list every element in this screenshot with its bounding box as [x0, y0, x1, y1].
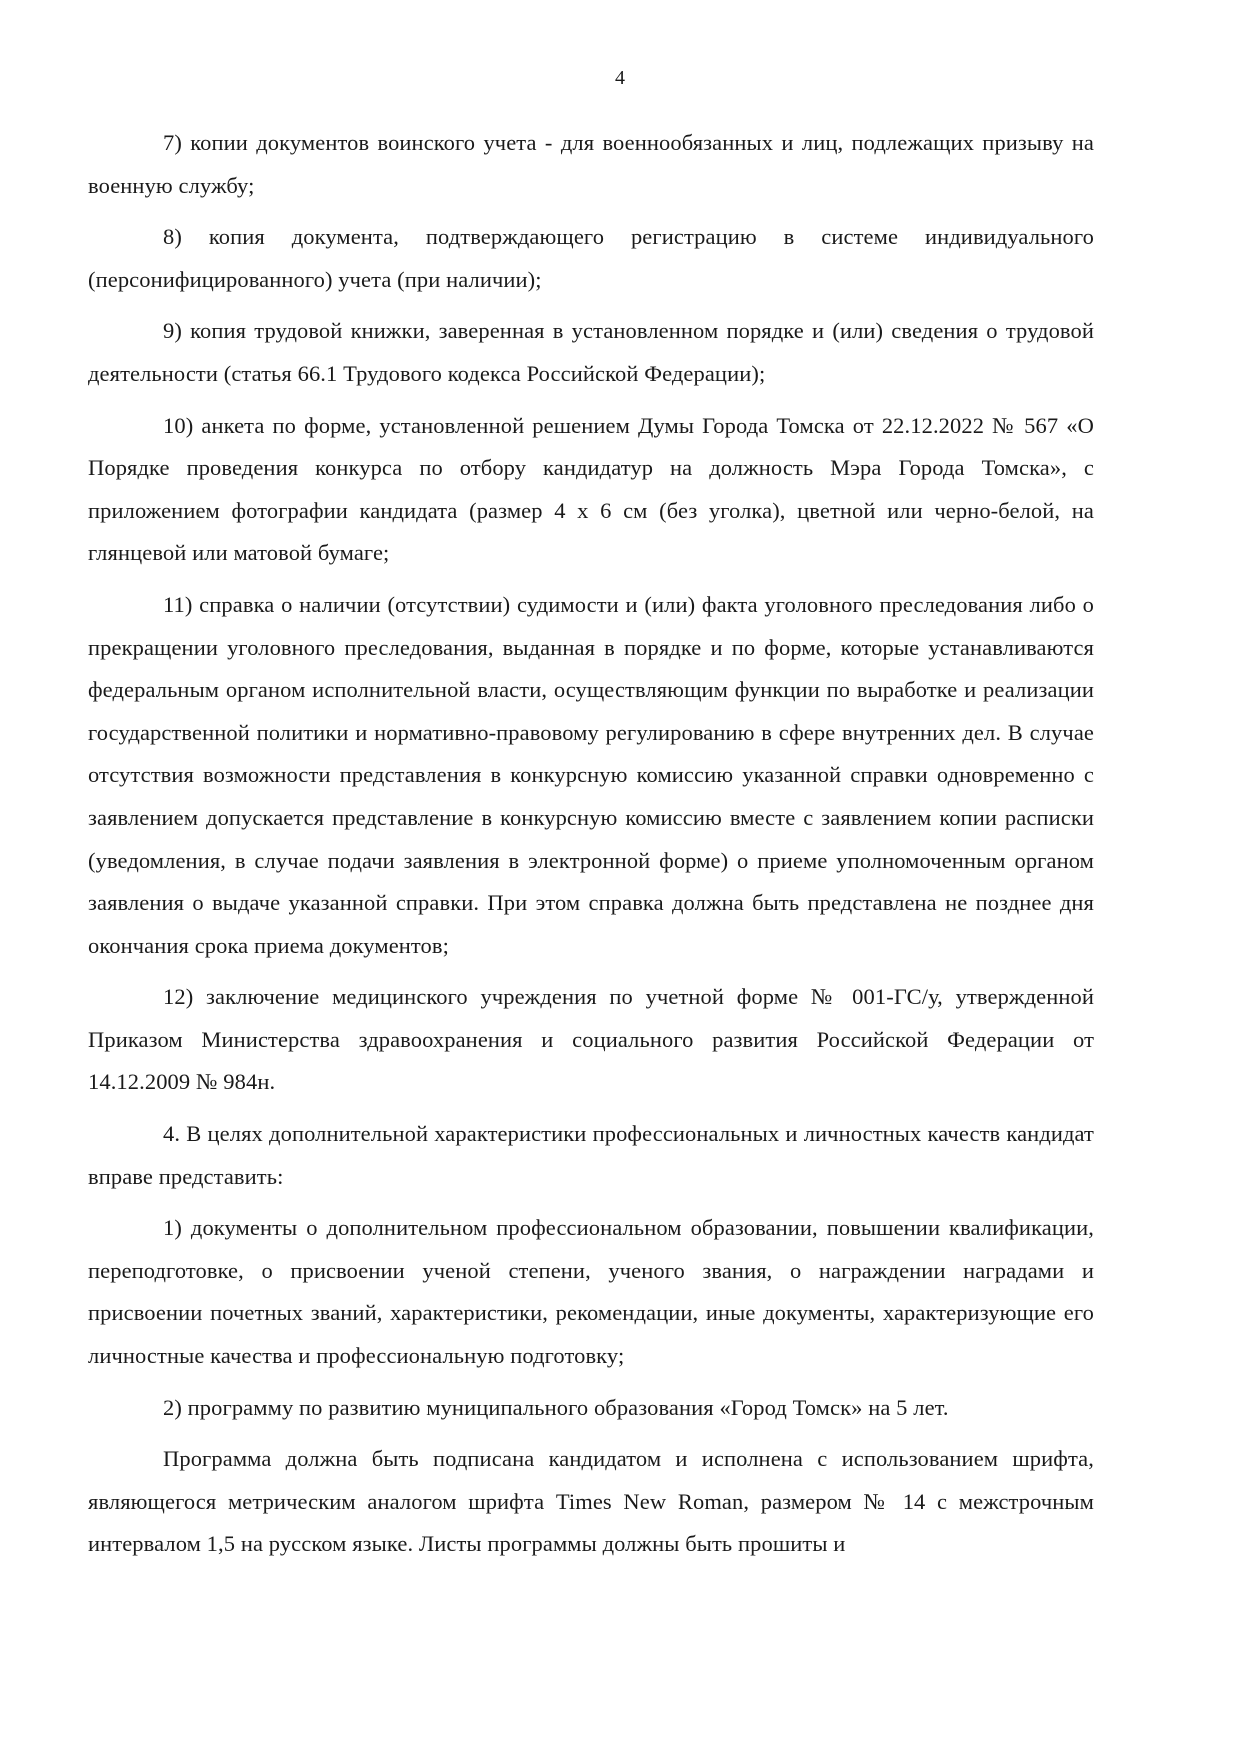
list-item-11: 11) справка о наличии (отсутствии) судимости и (или) факта уголовного преследования либо о прекращении уголовного преследования, выданная в порядке и по форме, которые устанавливаются федеральным органом исполнительной власти, осуществляющим функции по выработке и реализации государственной политики и нормативно-правовому регулированию в сфере внутренних дел. В случае отсутствия возможности представления в конкурсную комиссию указанной справки одновременно с заявлением допускается представление в конкурсную комиссию вместе с заявлением копии расписки (уведомления, в случае подачи заявления в электронной форме) о приеме уполномоченным органом заявления о выдаче указанной справки. При этом справка должна быть представлена не позднее дня окончания срока приема документов;: [88, 591, 1094, 958]
list-item-9: 9) копия трудовой книжки, заверенная в установленном порядке и (или) сведения о трудовой деятельности (статья 66.1 Трудового кодекса Российской Федерации);: [88, 318, 1094, 386]
list-item-8: 8) копия документа, подтверждающего регистрацию в системе индивидуального (персонифицированного) учета (при наличии);: [88, 224, 1094, 292]
section-4-intro: 4. В целях дополнительной характеристики профессиональных и личностных качеств кандидат вправе представить:: [88, 1121, 1094, 1189]
list-item-7: 7) копии документов воинского учета - для военнообязанных и лиц, подлежащих призыву на военную службу;: [88, 130, 1094, 198]
page-number: 4: [615, 67, 625, 89]
optional-item-2: 2) программу по развитию муниципального образования «Город Томск» на 5 лет.: [163, 1394, 949, 1420]
document-body: [88, 122, 1094, 1575]
list-item-10: 10) анкета по форме, установленной решением Думы Города Томска от 22.12.2022 № 567 «О Порядке проведения конкурса по отбору кандидатур на должность Мэра Города Томска», с приложением фотографии кандидата (размер 4 х 6 см (без уголка), цветной или черно-белой, на глянцевой или матовой бумаге;: [88, 412, 1094, 566]
program-requirements: Программа должна быть подписана кандидатом и исполнена с использованием шрифта, являющегося метрическим аналогом шрифта Times New Roman, размером № 14 с межстрочным интервалом 1,5 на русском языке. Листы программы должны быть прошиты и: [88, 1446, 1094, 1557]
list-item-12: 12) заключение медицинского учреждения по учетной форме № 001-ГС/у, утвержденной Приказом Министерства здравоохранения и социального развития Российской Федерации от 14.12.2009 № 984н.: [88, 984, 1094, 1095]
optional-item-1: 1) документы о дополнительном профессиональном образовании, повышении квалификации, переподготовке, о присвоении ученой степени, ученого звания, о награждении наградами и присвоении почетных званий, характеристики, рекомендации, иные документы, характеризующие его личностные качества и профессиональную подготовку;: [88, 1215, 1094, 1369]
